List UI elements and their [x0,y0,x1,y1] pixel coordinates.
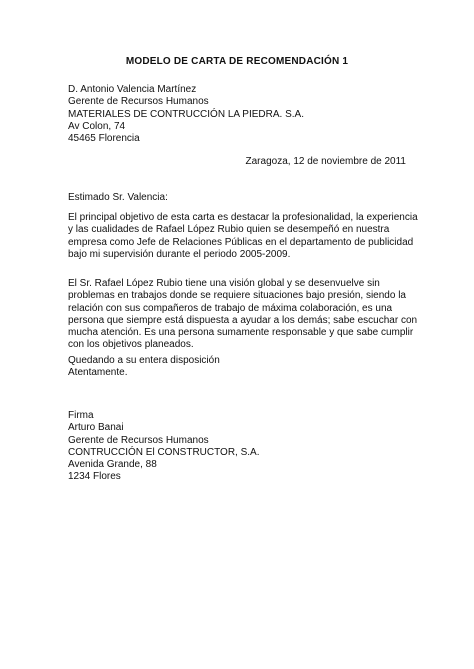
paragraph-2-line: mucha atención. Es una persona sumamente responsable y que sabe cumplir [68,327,414,339]
signature-label: Firma [68,410,94,421]
signer-name: Arturo Banai [68,422,124,434]
paragraph-2-line: persona que siempre está dispuesta a ayudar a los demás; sabe escuchar con [68,314,418,326]
paragraph-1-line: y las cualidades de Rafael López Rubio quien se desempeñó en nuestra [68,224,390,236]
recipient-city: 45465 Florencia [68,133,140,145]
paragraph-1-line: El principal objetivo de esta carta es destacar la profesionalidad, la experiencia [68,212,418,223]
paragraph-2-line: problemas en trabajos donde se requiere situaciones bajo presión, siendo la [68,290,406,302]
paragraph-2-line: relación con sus compañeros de trabajo de máxima colaboración, es una [68,302,393,314]
closing [68,355,408,380]
paragraph-1 [68,212,418,261]
signer-company: CONTRUCCIÓN El CONSTRUCTOR, S.A. [68,446,260,458]
signer-position: Gerente de Recursos Humanos [68,434,209,446]
paragraph-2-line: El Sr. Rafael López Rubio tiene una visión global y se desenvuelve sin [68,278,380,289]
paragraph-1-line: empresa como Jefe de Relaciones Públicas en el departamento de publicidad [68,236,414,248]
letter-date: Zaragoza, 12 de noviembre de 2011 [245,156,406,167]
recipient-street: Av Colon, 74 [68,120,126,132]
paragraph-2 [68,278,418,352]
recipient-position: Gerente de Recursos Humanos [68,96,209,108]
signer-street: Avenida Grande, 88 [68,459,157,471]
signature-block [68,410,408,484]
signer-city: 1234 Flores [68,471,121,483]
recipient-company: MATERIALES DE CONTRUCCIÓN LA PIEDRA. S.A. [68,108,304,120]
closing-line: Atentamente. [68,367,128,379]
recipient-name: D. Antonio Valencia Martínez [68,84,197,95]
paragraph-1-line: bajo mi supervisión durante el periodo 2005-2009. [68,248,291,260]
letter-title: MODELO DE CARTA DE RECOMENDACIÓN 1 [125,56,349,67]
paragraph-2-line: con los objetivos planeados. [68,339,194,351]
recipient-address [68,84,408,145]
salutation: Estimado Sr. Valencia: [68,192,168,203]
closing-line: Quedando a su entera disposición [68,355,220,366]
